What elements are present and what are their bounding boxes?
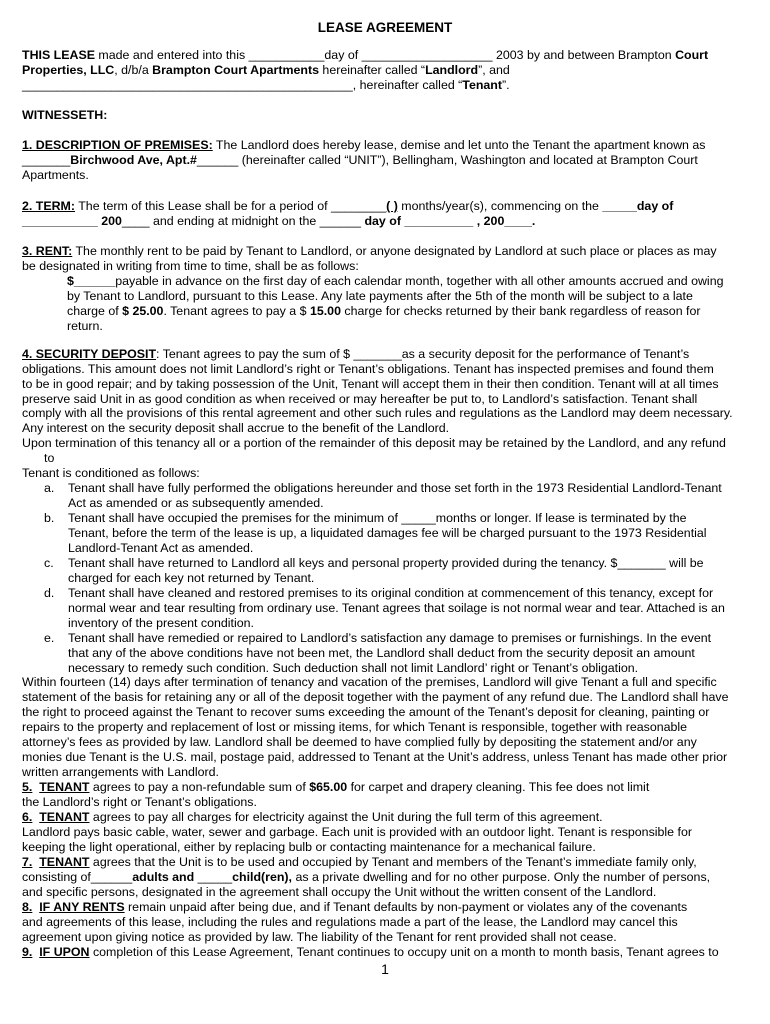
section-text: (hereinafter called “UNIT”), Bellingham, Washington and located at Brampton Court — [238, 153, 698, 167]
section-1-line-3: Apartments. — [22, 168, 89, 182]
list-marker: a. — [44, 481, 55, 495]
section-text: as a private dwelling and for no other purpose. Only the number of persons, — [292, 870, 711, 884]
intro-line-1 — [22, 48, 752, 63]
list-marker: d. — [44, 586, 55, 600]
start-month-blank[interactable]: ___________ — [22, 214, 98, 228]
intro-text: hereinafter called “ — [318, 63, 426, 77]
section-3-line-3 — [22, 274, 770, 289]
section-7-line-1 — [22, 855, 752, 870]
paragraph-line: the right to proceed against the Tenant to recover sums exceeding the amount of the Tenant’s deposit for cleaning, painting or — [22, 705, 710, 719]
intro-text: day of — [324, 48, 362, 62]
section-7-number: 7. — [22, 855, 33, 869]
intro-tenant: Tenant — [462, 78, 502, 92]
list-item — [22, 511, 752, 556]
intro-this-lease: THIS LEASE — [22, 48, 95, 62]
section-text: agrees to pay all charges for electricity against the Unit during the full term of this agreement. — [89, 810, 603, 824]
section-9-number: 9. — [22, 945, 33, 959]
start-year-blank[interactable]: ____ — [121, 214, 150, 228]
list-item — [22, 481, 752, 511]
section-3-line-2: be designated in writing from time to time, shall be as follows: — [22, 259, 359, 273]
list-item-line: Tenant shall have cleaned and restored premises to its original condition at commencement of this tenancy, except for — [68, 586, 714, 600]
section-3-line-6: return. — [67, 319, 103, 333]
section-5-line-1 — [22, 780, 752, 795]
section-8-line-3: agreement upon giving notice as provided by law. The liability of the Tenant for rent provided shall not cease. — [22, 930, 617, 944]
intro-text: , hereinafter called “ — [352, 78, 463, 92]
list-marker: e. — [44, 631, 55, 645]
list-item-line: Tenant, before the term of the lease is up, a liquidated damages fee will be charged pursuant to the 1973 Residential — [68, 526, 707, 540]
section-9-line-1 — [22, 945, 752, 960]
deposit-conditions-list — [22, 481, 752, 676]
paragraph-line: written arrangements with Landlord. — [22, 765, 219, 779]
term-number-blank[interactable]: ( ) — [386, 199, 398, 213]
intro-line-2 — [22, 63, 752, 78]
section-4-line-8: to — [44, 451, 55, 465]
section-text: and ending at midnight on the — [149, 214, 320, 228]
section-text: charge of — [67, 304, 123, 318]
section-6-heading: TENANT — [39, 810, 90, 824]
section-4-heading: 4. SECURITY DEPOSIT — [22, 347, 157, 361]
list-item-line: that any of the above conditions have not been met, the Landlord shall deduct from the security deposit an amount — [68, 646, 695, 660]
section-2-heading: 2. TERM: — [22, 199, 76, 213]
document-title: LEASE AGREEMENT — [317, 20, 453, 35]
section-4-line-4: preserve said Unit in as good condition as when received or may hereafter be put to, to Landlord’s satisfaction. Tenant shall — [22, 392, 698, 406]
section-text: day of — [636, 199, 674, 213]
section-text: The term of this Lease shall be for a period of — [75, 199, 332, 213]
section-1-line-2 — [22, 153, 752, 168]
list-item — [22, 586, 752, 631]
section-8-line-2: and agreements of this lease, including the rules and regulations made a part of the lease, the Landlord may cancel this — [22, 915, 678, 929]
cleaning-fee: $65.00 — [309, 780, 348, 794]
intro-court: Court — [675, 48, 709, 62]
section-text: completion of this Lease Agreement, Tenant continues to occupy unit on a month to month basis, Tenant agrees to — [89, 945, 719, 959]
paragraph-line: statement of the basis for retaining any or all of the deposit together with the payment of any refund due. The Landlord shall have — [22, 690, 729, 704]
date-day-blank[interactable]: ___________ — [248, 48, 325, 62]
witnesseth-heading: WITNESSETH: — [22, 108, 108, 122]
end-year-blank[interactable]: ____. — [504, 214, 536, 228]
list-item-line: inventory of the present condition. — [68, 616, 254, 630]
paragraph-line: repairs to the property and replacement of lost or missing items, for which Tenant is responsible, together with reasonable — [22, 720, 688, 734]
list-item — [22, 556, 752, 586]
section-text: day of — [361, 214, 405, 228]
section-4-line-3: to be in good repair; and by taking possession of the Unit, Tenant will accept them in their then condition. Tenant will at all times — [22, 377, 719, 391]
section-text: agrees to pay a non-refundable sum of — [89, 780, 310, 794]
section-6-line-2: Landlord pays basic cable, water, sewer and garbage. Each unit is provided with an outdoor light. Tenant is responsible for — [22, 825, 692, 839]
section-4-line-1 — [22, 347, 752, 362]
list-item-line: normal wear and tear resulting from ordinary use. Tenant agrees that soilage is not normal wear and tear. Attached is an — [68, 601, 725, 615]
list-item-line: Tenant shall have returned to Landlord all keys and personal property provided during the tenancy. $_______ will be — [68, 556, 704, 570]
section-6-line-1 — [22, 810, 752, 825]
section-5-number: 5. — [22, 780, 33, 794]
date-month-blank[interactable]: ___________________ — [361, 48, 493, 62]
paragraph-line: Within fourteen (14) days after termination of tenancy and vacation of the premises, Landlord will give Tenant a full and specific — [22, 675, 717, 689]
list-item — [22, 631, 752, 676]
section-8-line-1 — [22, 900, 752, 915]
section-7-line-3: and specific persons, designated in the agreement shall occupy the Unit without the written consent of the Landlord. — [22, 885, 657, 899]
section-1-line-1 — [22, 138, 752, 153]
list-item-line: Tenant shall have occupied the premises for the minimum of _____months or longer. If lease is terminated by the — [68, 511, 687, 525]
section-4-line-7: Upon termination of this tenancy all or a portion of the remainder of this deposit may be retained by the Landlord, and any refund — [22, 436, 726, 450]
end-day-blank[interactable]: ______ — [319, 214, 362, 228]
section-9-heading: IF UPON — [39, 945, 90, 959]
section-text: remain unpaid after being due, and if Tenant defaults by non-payment or violates any of the covenants — [124, 900, 688, 914]
intro-text: , d/b/a — [114, 63, 153, 77]
tenant-name-blank[interactable]: ________________________________________________ — [22, 78, 353, 92]
section-4-line-2: obligations. This amount does not limit Landlord’s right or Tenant’s obligations. Tenant has inspected premises and found them — [22, 362, 714, 376]
paragraph-line: monies due Tenant is the U.S. mail, postage paid, addressed to Tenant at the Unit’s address, unless Tenant has made other prior — [22, 750, 728, 764]
adults-label: adults and — [132, 870, 198, 884]
late-charge-amount: $ 25.00 — [122, 304, 164, 318]
list-marker: b. — [44, 511, 55, 525]
section-2-line-1 — [22, 199, 752, 214]
intro-dba: Brampton Court Apartments — [152, 63, 319, 77]
section-4-line-9: Tenant is conditioned as follows: — [22, 466, 200, 480]
list-item-line: Landlord-Tenant Act as amended. — [68, 541, 254, 555]
section-7-line-2 — [22, 870, 752, 885]
section-2-line-2 — [22, 214, 752, 229]
paragraph-line: attorney’s fees as provided by law. Landlord shall be deemed to have complied fully by depositing the statement and/or any — [22, 735, 697, 749]
section-4-line-5: comply with all the provisions of this rental agreement and other such rules and regulations as the Landlord may deem necessary. — [22, 406, 733, 420]
section-3-line-4: by Tenant to Landlord, pursuant to this Lease. Any late payments after the 5th of the month will be subject to a late — [67, 289, 693, 303]
children-count-blank[interactable]: _____ — [197, 870, 233, 884]
section-text: . Tenant agrees to pay a $ — [163, 304, 310, 318]
section-8-number: 8. — [22, 900, 33, 914]
start-day-blank[interactable]: _____ — [602, 199, 637, 213]
address-label: Birchwood Ave, Apt.# — [70, 153, 197, 167]
section-text: consisting of — [22, 870, 91, 884]
list-item-line: Act as amended or as subsequently amended. — [68, 496, 324, 510]
section-text: payable in advance on the first day of each calendar month, together with all other amounts accrued and owing — [115, 274, 724, 288]
section-1-heading: 1. DESCRIPTION OF PREMISES: — [22, 138, 213, 152]
section-text: as a security deposit for the performance of Tenant’s — [401, 347, 690, 361]
list-marker: c. — [44, 556, 54, 570]
term-length-blank[interactable]: ________ — [331, 199, 387, 213]
section-text: , 200 — [473, 214, 505, 228]
section-6-line-3: keeping the light operational, either by replacing bulb or contacting maintenance for a mechanical failure. — [22, 840, 596, 854]
list-item-line: Tenant shall have remedied or repaired to Landlord’s satisfaction any damage to premises or furnishings. In the event — [68, 631, 712, 645]
section-text: The monthly rent to be paid by Tenant to Landlord, or anyone designated by Landlord at such place or places as may — [72, 244, 717, 258]
list-item-line: charged for each key not returned by Tenant. — [68, 571, 315, 585]
street-number-blank[interactable]: _______ — [22, 153, 71, 167]
apartment-number-blank[interactable]: ______ — [196, 153, 239, 167]
section-text: agrees that the Unit is to be used and occupied by Tenant and members of the Tenant’s immediate family only, — [89, 855, 697, 869]
section-8-heading: IF ANY RENTS — [39, 900, 125, 914]
intro-text: 2003 by and between Brampton — [492, 48, 676, 62]
intro-text: ”, and — [478, 63, 510, 77]
section-7-heading: TENANT — [39, 855, 90, 869]
section-3-heading: 3. RENT: — [22, 244, 73, 258]
section-text: charge for checks returned by their bank regardless of reason for — [340, 304, 701, 318]
list-item-line: Tenant shall have fully performed the obligations hereunder and those set forth in the 1973 Residential Landlord-Tenant — [68, 481, 722, 495]
section-text: for carpet and drapery cleaning. This fee does not limit — [347, 780, 650, 794]
intro-line-3 — [22, 78, 752, 93]
intro-landlord: Landlord — [425, 63, 479, 77]
deposit-amount-blank[interactable]: _______ — [353, 347, 402, 361]
adults-count-blank[interactable]: ______ — [90, 870, 133, 884]
section-text: months/year(s), commencing on the — [397, 199, 603, 213]
rent-amount-blank[interactable]: ______ — [73, 274, 116, 288]
intro-text: ”. — [502, 78, 510, 92]
section-5-line-2: the Landlord’s right or Tenant’s obligations. — [22, 795, 257, 809]
list-item-line: necessary to remedy such condition. Such deduction shall not limit Landlord’ right or Tenant’s obligation. — [68, 661, 639, 675]
section-4-line-6: Any interest on the security deposit shall accrue to the benefit of the Landlord. — [22, 421, 450, 435]
intro-text: made and entered into this — [94, 48, 249, 62]
intro-company: Properties, LLC — [22, 63, 115, 77]
end-month-blank[interactable]: __________ — [404, 214, 474, 228]
section-3-line-1 — [22, 244, 752, 259]
section-text: 200 — [97, 214, 122, 228]
dollar-sign: $ — [67, 274, 74, 288]
returned-check-fee: 15.00 — [309, 304, 341, 318]
refund-paragraph — [22, 675, 752, 780]
section-text: : Tenant agrees to pay the sum of $ — [156, 347, 354, 361]
page-number: 1 — [381, 961, 389, 977]
children-label: child(ren), — [232, 870, 292, 884]
section-3-line-5 — [22, 304, 770, 319]
section-text: The Landlord does hereby lease, demise and let unto the Tenant the apartment known as — [212, 138, 706, 152]
section-5-heading: TENANT — [39, 780, 90, 794]
section-6-number: 6. — [22, 810, 33, 824]
